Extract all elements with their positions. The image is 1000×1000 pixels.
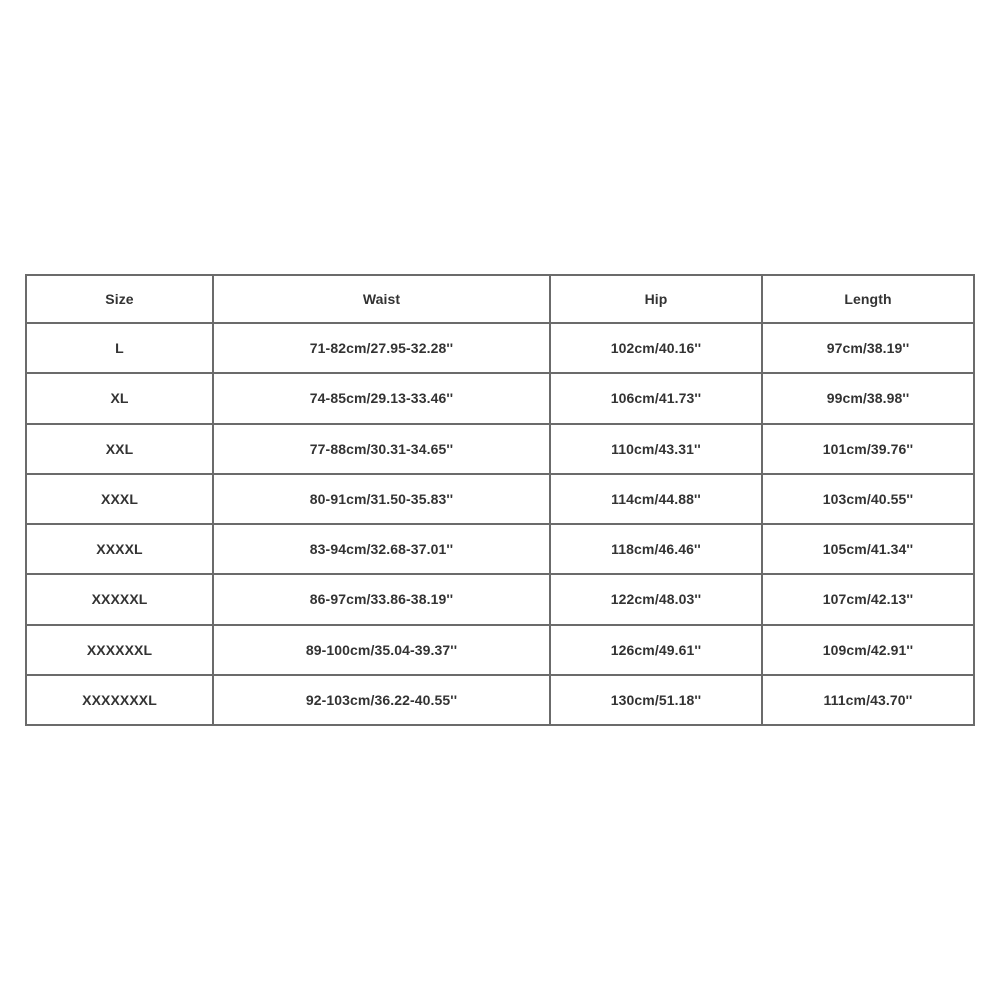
size-cell: XXL bbox=[26, 424, 213, 474]
size-cell: XXXXXXXL bbox=[26, 675, 213, 725]
size-chart-body bbox=[26, 323, 974, 725]
hip-cell: 114cm/44.88'' bbox=[550, 474, 762, 524]
hip-cell: 106cm/41.73'' bbox=[550, 373, 762, 423]
waist-cell: 83-94cm/32.68-37.01'' bbox=[213, 524, 550, 574]
table-row bbox=[26, 625, 974, 675]
hip-cell: 130cm/51.18'' bbox=[550, 675, 762, 725]
length-cell: 101cm/39.76'' bbox=[762, 424, 974, 474]
waist-cell: 74-85cm/29.13-33.46'' bbox=[213, 373, 550, 423]
header-length: Length bbox=[762, 275, 974, 323]
length-cell: 105cm/41.34'' bbox=[762, 524, 974, 574]
header-row bbox=[26, 275, 974, 323]
hip-cell: 110cm/43.31'' bbox=[550, 424, 762, 474]
size-cell: XL bbox=[26, 373, 213, 423]
waist-cell: 77-88cm/30.31-34.65'' bbox=[213, 424, 550, 474]
table-row bbox=[26, 323, 974, 373]
table-row bbox=[26, 373, 974, 423]
size-cell: XXXXXXL bbox=[26, 625, 213, 675]
header-waist: Waist bbox=[213, 275, 550, 323]
hip-cell: 118cm/46.46'' bbox=[550, 524, 762, 574]
size-cell: XXXXL bbox=[26, 524, 213, 574]
table-row bbox=[26, 524, 974, 574]
size-cell: L bbox=[26, 323, 213, 373]
length-cell: 99cm/38.98'' bbox=[762, 373, 974, 423]
header-hip: Hip bbox=[550, 275, 762, 323]
hip-cell: 122cm/48.03'' bbox=[550, 574, 762, 624]
waist-cell: 80-91cm/31.50-35.83'' bbox=[213, 474, 550, 524]
length-cell: 103cm/40.55'' bbox=[762, 474, 974, 524]
length-cell: 107cm/42.13'' bbox=[762, 574, 974, 624]
table-row bbox=[26, 424, 974, 474]
hip-cell: 102cm/40.16'' bbox=[550, 323, 762, 373]
waist-cell: 89-100cm/35.04-39.37'' bbox=[213, 625, 550, 675]
table-row bbox=[26, 574, 974, 624]
size-cell: XXXXXL bbox=[26, 574, 213, 624]
length-cell: 97cm/38.19'' bbox=[762, 323, 974, 373]
waist-cell: 92-103cm/36.22-40.55'' bbox=[213, 675, 550, 725]
size-chart-table bbox=[25, 274, 975, 726]
size-cell: XXXL bbox=[26, 474, 213, 524]
table-row bbox=[26, 474, 974, 524]
waist-cell: 71-82cm/27.95-32.28'' bbox=[213, 323, 550, 373]
size-chart-header bbox=[26, 275, 974, 323]
length-cell: 111cm/43.70'' bbox=[762, 675, 974, 725]
hip-cell: 126cm/49.61'' bbox=[550, 625, 762, 675]
table-row bbox=[26, 675, 974, 725]
length-cell: 109cm/42.91'' bbox=[762, 625, 974, 675]
waist-cell: 86-97cm/33.86-38.19'' bbox=[213, 574, 550, 624]
header-size: Size bbox=[26, 275, 213, 323]
